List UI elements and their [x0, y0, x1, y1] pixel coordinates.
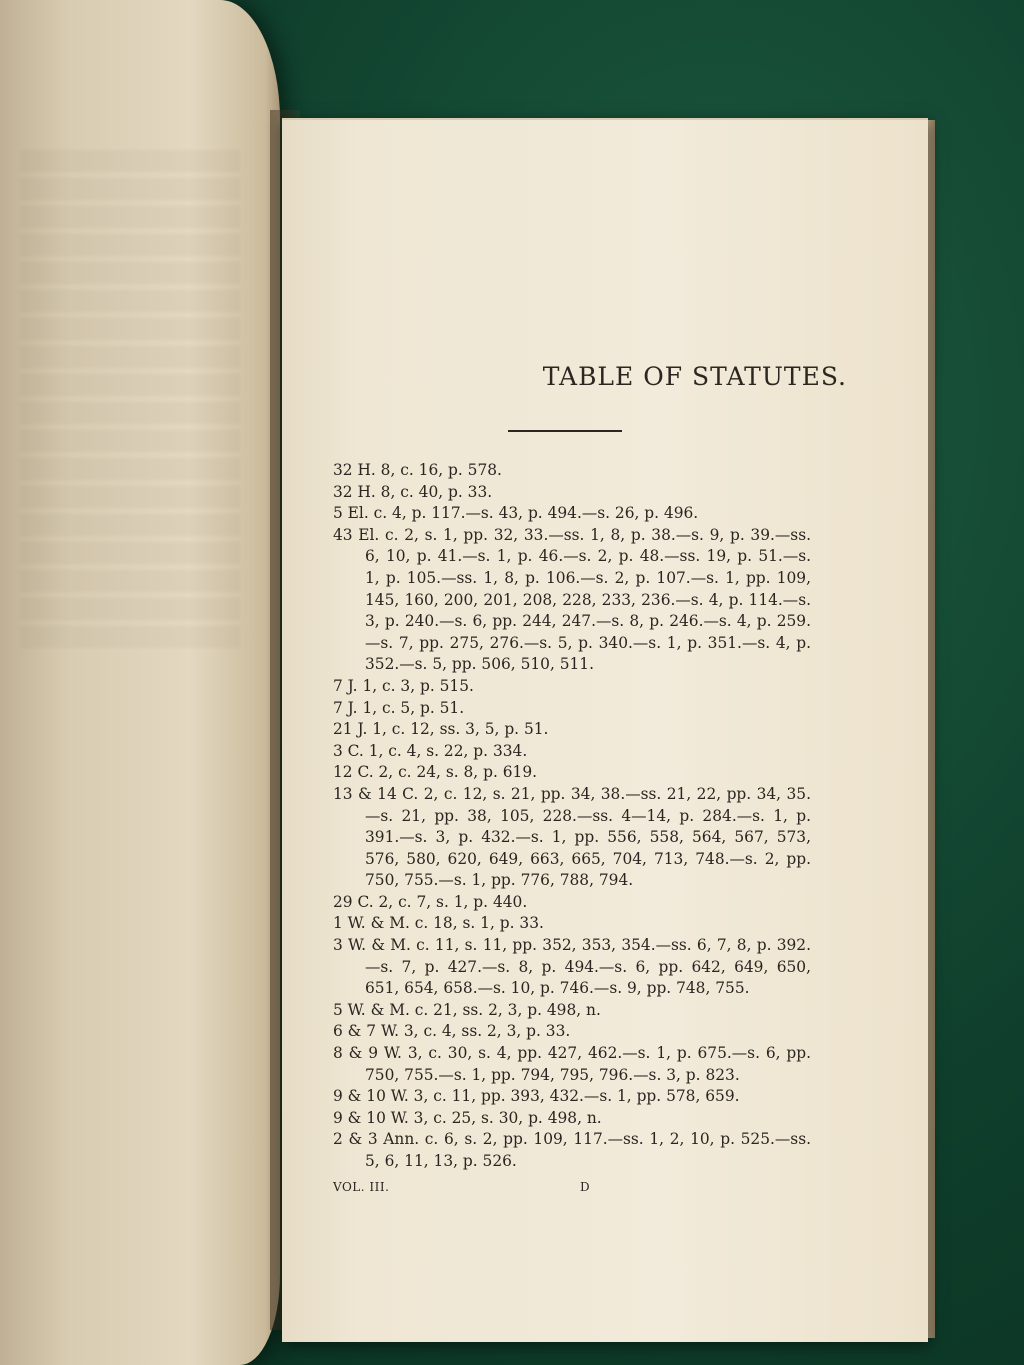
- statute-list: [333, 460, 811, 1173]
- statute-entry: 5 W. & M. c. 21, ss. 2, 3, p. 498, n.: [333, 1000, 601, 1019]
- title-rule: [508, 430, 622, 432]
- statute-entry: 5 El. c. 4, p. 117.—s. 43, p. 494.—s. 26, p. 496.: [333, 504, 699, 523]
- left-book-page: [0, 0, 280, 1365]
- page-title: TABLE OF STATUTES.: [542, 362, 847, 391]
- statute-entry: 21 J. 1, c. 12, ss. 3, 5, p. 51.: [333, 720, 549, 739]
- volume-footer: VOL. III.: [333, 1180, 390, 1194]
- statute-entry: 3 W. & M. c. 11, s. 11, pp. 352, 353, 354.—ss. 6, 7, 8, p. 392.—s. 7, p. 427.—s. 8, p. 494.—s. 6, pp. 642, 649, 650, 651, 654, 658.—s. 10, p. 746.—s. 9, pp. 748, 755.: [333, 936, 811, 998]
- signature-mark: D: [580, 1180, 591, 1194]
- statute-entry: 7 J. 1, c. 5, p. 51.: [333, 698, 465, 717]
- statute-entry: 12 C. 2, c. 24, s. 8, p. 619.: [333, 763, 538, 782]
- statute-entry: 9 & 10 W. 3, c. 25, s. 30, p. 498, n.: [333, 1108, 602, 1127]
- statute-entry: 2 & 3 Ann. c. 6, s. 2, pp. 109, 117.—ss. 1, 2, 10, p. 525.—ss. 5, 6, 11, 13, p. 526.: [333, 1130, 811, 1170]
- left-page-bleed-through: [20, 150, 240, 650]
- statute-entry: 29 C. 2, c. 7, s. 1, p. 440.: [333, 892, 528, 911]
- statute-entry: 32 H. 8, c. 40, p. 33.: [333, 482, 493, 501]
- statute-entry: 7 J. 1, c. 3, p. 515.: [333, 676, 474, 695]
- statute-entry: 13 & 14 C. 2, c. 12, s. 21, pp. 34, 38.—ss. 21, 22, pp. 34, 35.—s. 21, pp. 38, 105, 228.—ss. 4—14, p. 284.—s. 1, p. 391.—s. 3, p. 432.—s. 1, pp. 556, 558, 564, 567, 573, 576, 580, 620, 649, 663, 665, 704, 713, 748.—s. 2, pp. 750, 755.—s. 1, pp. 776, 788, 794.: [333, 784, 811, 890]
- statute-entry: 8 & 9 W. 3, c. 30, s. 4, pp. 427, 462.—s. 1, p. 675.—s. 6, pp. 750, 755.—s. 1, pp. 794, 795, 796.—s. 3, p. 823.: [333, 1044, 811, 1084]
- statute-entry: 43 El. c. 2, s. 1, pp. 32, 33.—ss. 1, 8, p. 38.—s. 9, p. 39.—ss. 6, 10, p. 41.—s. 1, p. 46.—s. 2, p. 48.—ss. 19, p. 51.—s. 1, p. 105.—ss. 1, 8, p. 106.—s. 2, p. 107.—s. 1, pp. 109, 145, 160, 200, 201, 208, 228, 233, 236.—s. 4, p. 114.—s. 3, p. 240.—s. 6, pp. 244, 247.—s. 8, p. 246.—s. 4, p. 259.—s. 7, pp. 275, 276.—s. 5, p. 340.—s. 1, p. 351.—s. 4, p. 352.—s. 5, pp. 506, 510, 511.: [333, 525, 811, 674]
- statute-entry: 6 & 7 W. 3, c. 4, ss. 2, 3, p. 33.: [333, 1022, 571, 1041]
- statute-entry: 3 C. 1, c. 4, s. 22, p. 334.: [333, 741, 528, 760]
- statute-entry: 9 & 10 W. 3, c. 11, pp. 393, 432.—s. 1, pp. 578, 659.: [333, 1087, 740, 1106]
- statute-entry: 32 H. 8, c. 16, p. 578.: [333, 461, 502, 479]
- statute-entry: 1 W. & M. c. 18, s. 1, p. 33.: [333, 914, 544, 933]
